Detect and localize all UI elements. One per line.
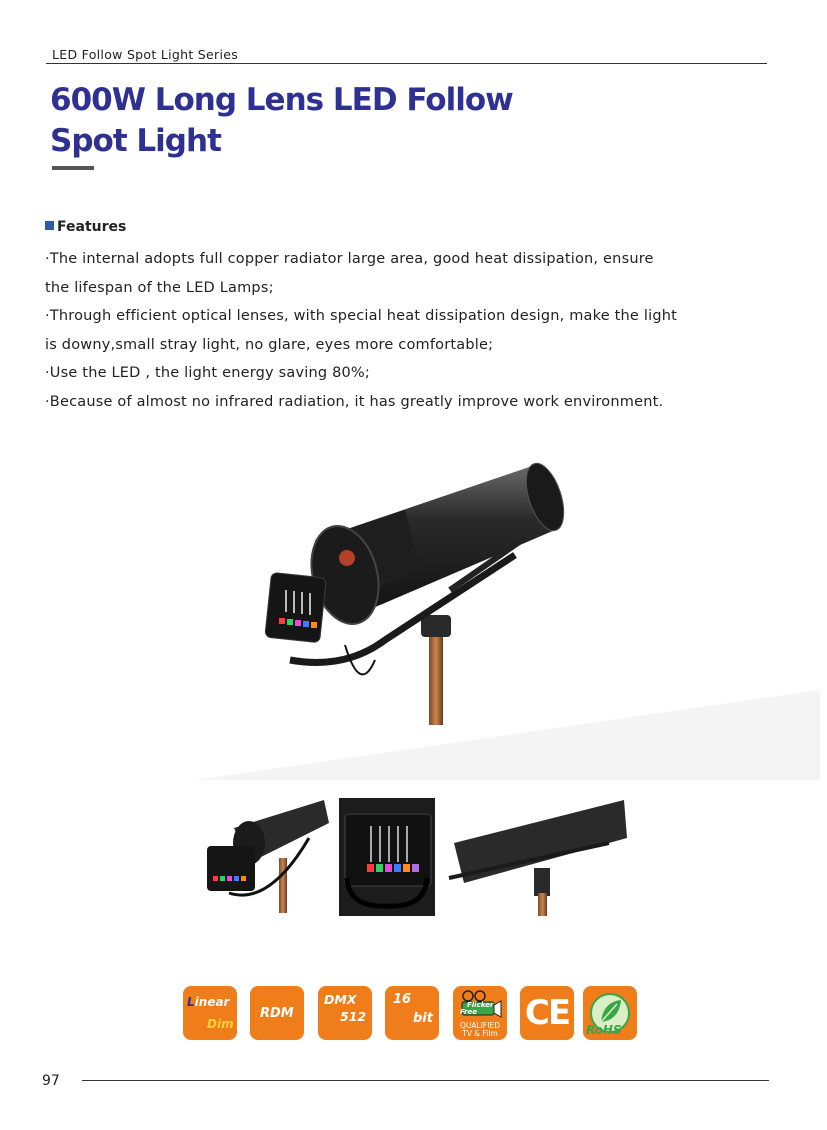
feature-line: ·Use the LED , the light energy saving 80%; xyxy=(45,365,370,382)
rohs-label: RoHS xyxy=(586,1023,622,1037)
header-divider xyxy=(46,63,767,64)
rdm-label: RDM xyxy=(260,1006,294,1021)
features-heading: Features xyxy=(45,219,126,235)
page-number: 97 xyxy=(42,1073,60,1089)
bit-label: bit xyxy=(413,1011,433,1026)
free-label: Free xyxy=(460,1008,477,1016)
feature-line: the lifespan of the LED Lamps; xyxy=(45,279,274,296)
square-bullet-icon xyxy=(45,221,54,230)
footer-divider xyxy=(82,1080,769,1081)
thumbnail-side-view xyxy=(443,798,629,916)
title-line-1: 600W Long Lens LED Follow xyxy=(50,82,513,118)
flicker-free-badge xyxy=(453,986,507,1040)
flicker-label: Flicker xyxy=(467,1001,494,1009)
features-list xyxy=(45,245,765,417)
feature-line: is downy,small stray light, no glare, eyes more comfortable; xyxy=(45,336,494,353)
dmx-512-badge xyxy=(318,986,372,1040)
ce-label: CE xyxy=(524,993,570,1033)
ce-mark-badge xyxy=(520,986,574,1040)
16-bit-badge xyxy=(385,986,439,1040)
title-line-2: Spot Light xyxy=(50,123,221,159)
bit-number: 16 xyxy=(393,992,412,1007)
dim-label: Dim xyxy=(207,1017,234,1031)
rohs-badge xyxy=(583,986,637,1040)
series-label: LED Follow Spot Light Series xyxy=(52,47,239,62)
feature-line: ·The internal adopts full copper radiator large area, good heat dissipation, ensure xyxy=(45,251,654,267)
feature-line: ·Through efficient optical lenses, with special heat dissipation design, make the light xyxy=(45,308,677,325)
page-title xyxy=(50,80,513,162)
dmx-number: 512 xyxy=(340,1009,367,1024)
linear-dim-badge xyxy=(183,986,237,1040)
linear-initial: L xyxy=(187,995,195,1009)
thumbnail-control-panel xyxy=(339,798,435,916)
product-thumbnails xyxy=(199,798,629,916)
linear-label: inear xyxy=(194,995,230,1009)
tv-film-label: TV & Film xyxy=(462,1029,498,1038)
rdm-badge xyxy=(250,986,304,1040)
dmx-label: DMX xyxy=(324,992,357,1007)
qualified-label: QUALIFIED xyxy=(460,1021,500,1030)
thumbnail-front-view xyxy=(199,798,331,916)
feature-line: ·Because of almost no infrared radiation, it has greatly improve work environment. xyxy=(45,393,664,410)
product-photo xyxy=(195,420,820,780)
title-underline xyxy=(52,166,94,170)
